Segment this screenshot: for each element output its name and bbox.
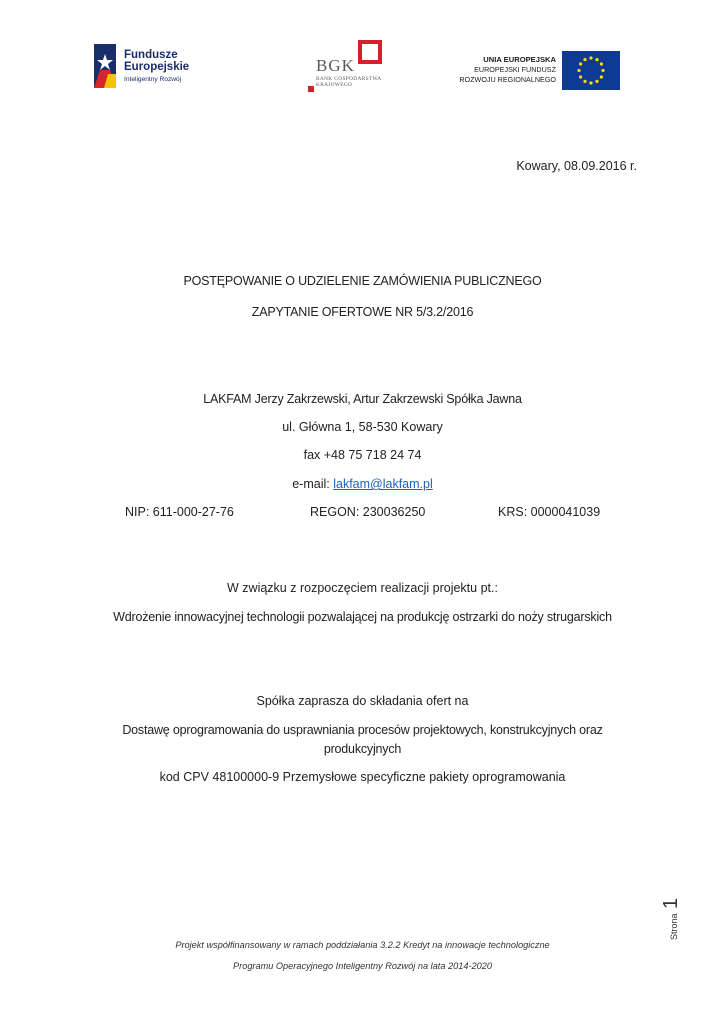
page-number-block bbox=[640, 880, 720, 940]
email-label: e-mail: bbox=[292, 477, 334, 491]
fe-line2: Europejskie bbox=[124, 61, 190, 73]
ue-line2: EUROPEJSKI FUNDUSZ bbox=[474, 65, 556, 74]
project-intro: W związku z rozpoczęciem realizacji projektu pt.: bbox=[227, 581, 498, 595]
cpv-code: kod CPV 48100000-9 Przemysłowe specyficzne pakiety oprogramowania bbox=[159, 770, 566, 784]
krs-number: KRS: 0000041039 bbox=[498, 505, 601, 519]
heading-procedure: POSTĘPOWANIE O UDZIELENIE ZAMÓWIENIA PUBLICZNEGO bbox=[183, 274, 542, 288]
company-fax: fax +48 75 718 24 74 bbox=[303, 448, 422, 462]
subject-line-1: Dostawę oprogramowania do usprawniania procesów projektowych, konstrukcyjnych oraz bbox=[122, 723, 603, 737]
company-email-line bbox=[0, 477, 725, 491]
date-line: Kowary, 08.09.2016 r. bbox=[516, 159, 637, 173]
page-label: Strona bbox=[669, 913, 679, 940]
bgk-sub1: BANK GOSPODARSTWA bbox=[316, 76, 382, 82]
bgk-dot-icon bbox=[308, 86, 314, 92]
company-name: LAKFAM Jerzy Zakrzewski, Artur Zakrzewski Spółka Jawna bbox=[203, 392, 522, 406]
footer-line-1: Projekt współfinansowany w ramach poddziałania 3.2.2 Kredyt na innowacje technologiczne bbox=[175, 940, 550, 950]
footer-line-2: Programu Operacyjnego Inteligentny Rozwój na lata 2014-2020 bbox=[233, 961, 492, 971]
bgk-name: BGK bbox=[316, 56, 355, 75]
subject-line-2: produkcyjnych bbox=[323, 742, 402, 756]
regon-number: REGON: 230036250 bbox=[310, 505, 426, 519]
fundusze-europejskie-logo bbox=[94, 44, 204, 90]
ue-line3: ROZWOJU REGIONALNEGO bbox=[459, 75, 556, 84]
bgk-logo bbox=[306, 40, 396, 94]
email-link[interactable]: lakfam@lakfam.pl bbox=[333, 477, 433, 491]
invite-text: Spółka zaprasza do składania ofert na bbox=[256, 694, 469, 708]
heading-inquiry: ZAPYTANIE OFERTOWE NR 5/3.2/2016 bbox=[251, 305, 474, 319]
eu-flag-icon bbox=[562, 51, 620, 90]
company-address: ul. Główna 1, 58-530 Kowary bbox=[282, 420, 443, 434]
bgk-sub2: KRAJOWEGO bbox=[316, 82, 353, 88]
unia-europejska-logo bbox=[452, 50, 624, 92]
page-number: 1 bbox=[660, 897, 682, 910]
ue-line1: UNIA EUROPEJSKA bbox=[483, 55, 556, 64]
bgk-square-icon bbox=[358, 40, 382, 64]
nip-number: NIP: 611-000-27-76 bbox=[125, 505, 234, 519]
fe-line3: Inteligentny Rozwój bbox=[124, 76, 182, 83]
fe-line1: Fundusze bbox=[124, 49, 178, 61]
project-title: Wdrożenie innowacyjnej technologii pozwalającej na produkcję ostrzarki do noży strugarskich bbox=[113, 610, 612, 624]
fe-stars-icon bbox=[94, 44, 118, 88]
